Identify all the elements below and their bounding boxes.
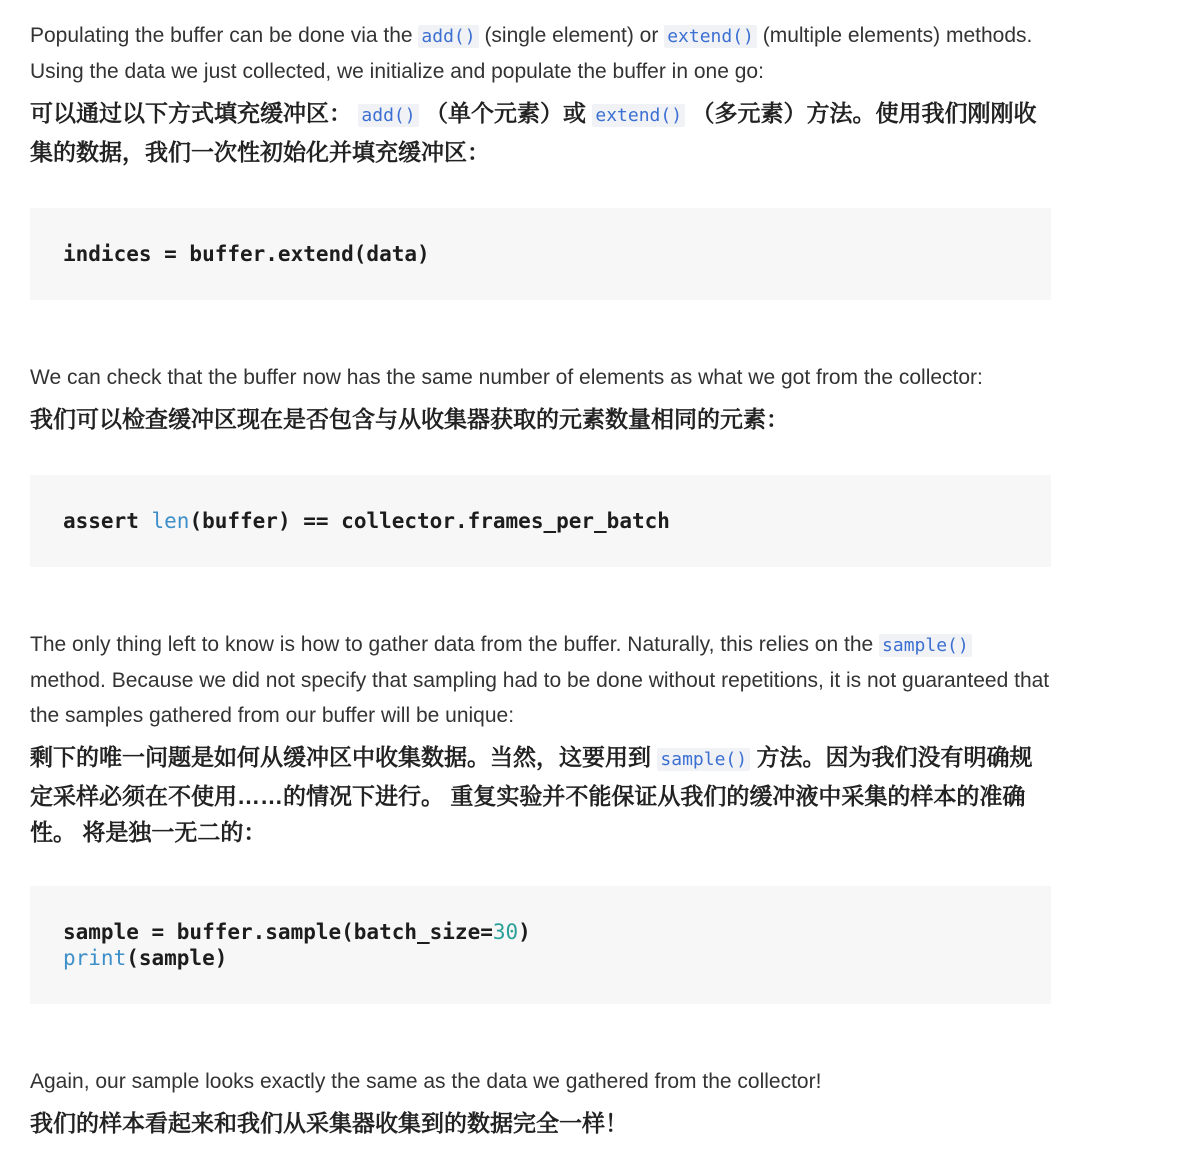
inline-code-extend-zh: extend() [592, 104, 685, 127]
text-span: 剩下的唯一问题是如何从缓冲区中收集数据。当然，这要用到 [30, 744, 658, 770]
code-text: sample = buffer.sample(batch_size= [63, 920, 493, 944]
text-span: 方法。因为我们没有明确规定采样必须在不使用……的情况下进行。 重复实验并不能保证从我们的缓冲液中采集的样本的准确性。 将是独一无二的： [30, 744, 1033, 845]
code-text: ) [518, 920, 531, 944]
code-line [63, 919, 1018, 945]
code-block-sample [30, 886, 1051, 1004]
text-span: Populating the buffer can be done via the [30, 24, 419, 47]
inline-code-add-zh: add() [358, 104, 418, 127]
code-builtin: print [63, 946, 127, 970]
code-block-extend [30, 208, 1051, 300]
paragraph-check-buffer-zh: 我们可以检查缓冲区现在是否包含与从收集器获取的元素数量相同的元素： [30, 406, 789, 432]
text-span: (single element) or [478, 24, 665, 47]
text-span: 可以通过以下方式填充缓冲区： [30, 100, 359, 126]
text-span: The only thing left to know is how to gather data from the buffer. Naturally, this relies on the [30, 633, 880, 656]
text-span: method. Because we did not specify that sampling had to be done without repetitions, it is not guaranteed that the samples gathered from our buffer will be unique: [30, 669, 1050, 727]
code-text: (buffer) == collector.frames_per_batch [189, 509, 670, 533]
code-line: indices = buffer.extend(data) [63, 242, 430, 266]
paragraph-sample-result-zh: 我们的样本看起来和我们从采集器收集到的数据完全一样！ [30, 1110, 628, 1136]
paragraph-sample-buffer [30, 627, 1051, 733]
text-span: (multiple elements) methods. Using the data we just collected, we initialize and populate the buffer in one go: [30, 24, 1033, 83]
paragraph-sample-result: Again, our sample looks exactly the same as the data we gathered from the collector! [30, 1070, 822, 1093]
inline-code-sample-zh: sample() [657, 748, 750, 771]
code-text: (sample) [126, 946, 228, 970]
code-number: 30 [492, 920, 519, 944]
inline-code-sample: sample() [879, 634, 972, 657]
text-span: （多元素）方法。使用我们刚刚收集的数据，我们一次性初始化并填充缓冲区： [30, 100, 1037, 165]
code-keyword: assert [63, 509, 152, 533]
code-builtin: len [151, 509, 190, 533]
code-line [63, 945, 1018, 971]
code-block-assert [30, 475, 1051, 567]
doc-content [30, 18, 1051, 1141]
paragraph-populate-buffer-zh [30, 95, 1051, 170]
inline-code-extend: extend() [664, 25, 757, 48]
paragraph-populate-buffer [30, 18, 1051, 89]
paragraph-check-buffer: We can check that the buffer now has the same number of elements as what we got from the collector: [30, 366, 983, 389]
code-line [63, 508, 1018, 534]
inline-code-add: add() [418, 25, 478, 48]
paragraph-sample-buffer-zh [30, 739, 1051, 850]
text-span: （单个元素）或 [418, 100, 593, 126]
